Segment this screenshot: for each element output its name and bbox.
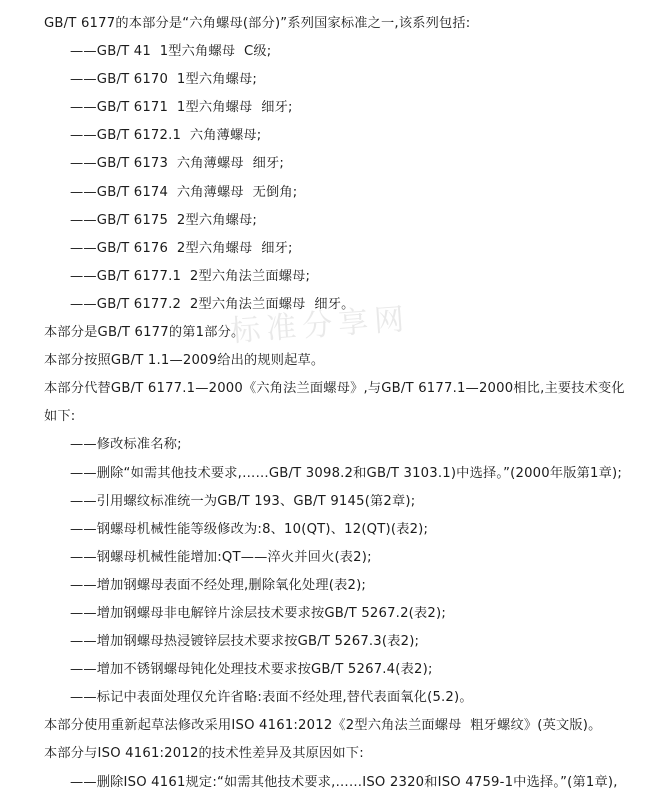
- document-line: ——引用螺纹标准统一为GB/T 193、GB/T 9145(第2章);: [70, 493, 416, 509]
- document-line: 如下:: [44, 409, 76, 425]
- document-line: ——GB/T 6177.2 2型六角法兰面螺母 细牙。: [70, 296, 355, 312]
- document-line: ——删除“如需其他技术要求,……GB/T 3098.2和GB/T 3103.1)中选择。”(2000年版第1章);: [70, 465, 622, 481]
- document-line: ——增加钢螺母表面不经处理,删除氧化处理(表2);: [70, 577, 367, 593]
- document-line: 本部分代替GB/T 6177.1—2000《六角法兰面螺母》,与GB/T 6177.1—2000相比,主要技术变化: [44, 381, 625, 397]
- document-line: ——GB/T 6173 六角薄螺母 细牙;: [70, 156, 285, 172]
- document-line: 本部分是GB/T 6177的第1部分。: [44, 325, 245, 341]
- document-line: ——增加钢螺母非电解锌片涂层技术要求按GB/T 5267.2(表2);: [70, 605, 446, 621]
- document-line: ——钢螺母机械性能等级修改为:8、10(QT)、12(QT)(表2);: [70, 521, 429, 537]
- document-line: ——GB/T 6171 1型六角螺母 细牙;: [70, 100, 293, 116]
- document-line: ——GB/T 6177.1 2型六角法兰面螺母;: [70, 268, 311, 284]
- document-line: ——标记中表面处理仅允许省略:表面不经处理,替代表面氧化(5.2)。: [70, 690, 473, 706]
- document-line: ——GB/T 6172.1 六角薄螺母;: [70, 128, 262, 144]
- document-line: ——增加钢螺母热浸镀锌层技术要求按GB/T 5267.3(表2);: [70, 634, 420, 650]
- document-line: ——增加不锈钢螺母钝化处理技术要求按GB/T 5267.4(表2);: [70, 662, 433, 678]
- document-line: ——GB/T 41 1型六角螺母 C级;: [70, 44, 272, 60]
- document-line: ——删除ISO 4161规定:“如需其他技术要求,……ISO 2320和ISO 4759-1中选择。”(第1章),: [70, 774, 618, 790]
- document-line: 本部分按照GB/T 1.1—2009给出的规则起草。: [44, 353, 325, 369]
- document-line: 本部分使用重新起草法修改采用ISO 4161:2012《2型六角法兰面螺母 粗牙螺纹》(英文版)。: [44, 718, 602, 734]
- document-line: GB/T 6177的本部分是“六角螺母(部分)”系列国家标准之一,该系列包括:: [44, 16, 471, 31]
- document-line: ——GB/T 6175 2型六角螺母;: [70, 212, 258, 228]
- document-line: 本部分与ISO 4161:2012的技术性差异及其原因如下:: [44, 746, 364, 762]
- watermark-text: 标准分享网: [229, 301, 412, 350]
- document-line: ——钢螺母机械性能增加:QT——淬火并回火(表2);: [70, 549, 372, 565]
- document-line: ——GB/T 6170 1型六角螺母;: [70, 72, 258, 88]
- document-line: ——GB/T 6174 六角薄螺母 无倒角;: [70, 184, 298, 200]
- document-line: ——修改标准名称;: [70, 437, 182, 453]
- document-line: ——GB/T 6176 2型六角螺母 细牙;: [70, 240, 293, 256]
